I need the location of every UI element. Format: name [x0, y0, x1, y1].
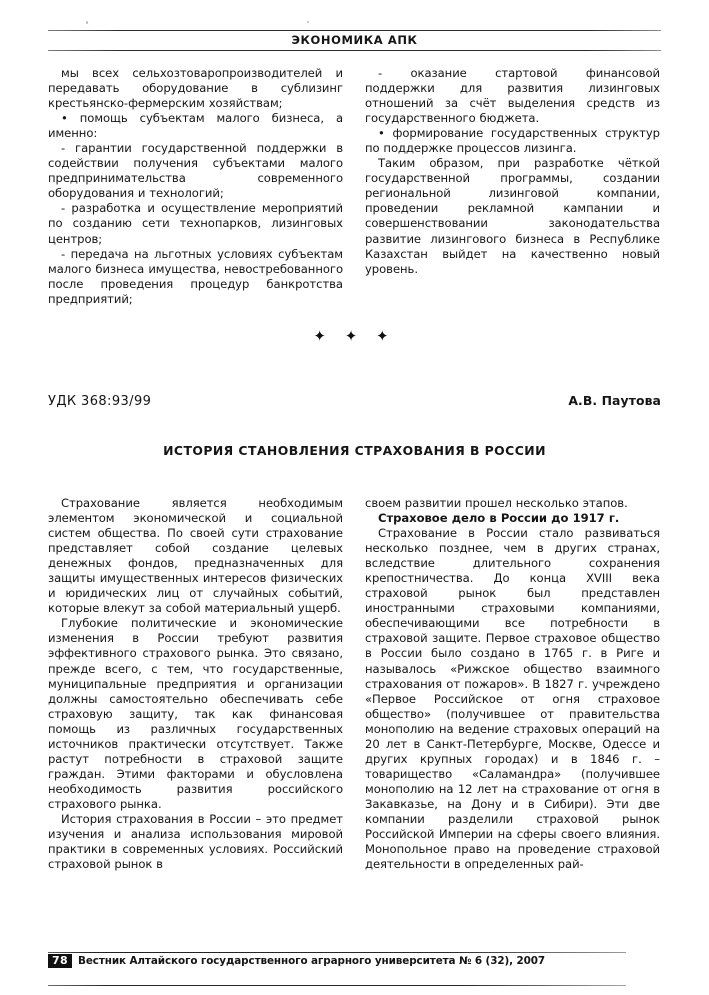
section-heading	[365, 511, 660, 526]
article-columns	[48, 496, 661, 872]
paragraph: История страхования в России – это предмет изучения и анализа использования мировой практики в современных условиях. Российский страховой рынок в	[48, 811, 343, 872]
continuation-left-column	[48, 66, 343, 307]
scan-speck	[86, 21, 88, 24]
section-heading-text: Страховое дело в России до 1917 г.	[378, 511, 620, 526]
article-meta-line	[48, 393, 661, 409]
footer-content	[48, 953, 626, 969]
article-left-column	[48, 496, 343, 872]
paragraph: Глубокие политические и экономические изменения в России требуют развития эффективного страхового рынка. Это связано, прежде всего, с тем, что государственные, муниципальные предприятия и организации должны самостоятельно обеспечивать себе страховую защиту, так как финансовая помощь из различных государственных источников практически отсутствует. Также растут потребности в страховой защите граждан. Этими факторами и обусловлена необходимость развития российского страхового рынка.	[48, 616, 343, 811]
dash-item: - передача на льготных условиях субъектам малого бизнеса имущества, невостребованного после проведения процедур банкротства предприятий;	[48, 246, 343, 306]
page-footer	[48, 952, 626, 986]
bullet-item: • формирование государственных структур по поддержке процессов лизинга.	[365, 126, 660, 156]
dash-item: - разработка и осуществление мероприятий по созданию сети технопарков, лизинговых центров;	[48, 201, 343, 246]
running-head	[48, 30, 661, 51]
author-name: А.В. Паутова	[568, 393, 661, 408]
paragraph: Страхование является необходимым элементом экономической и социальной систем общества. По своей сути страхование представляет собой создание целевых денежных фондов, предназначенных для защиты имущественных интересов физических и юридических лиц от случайных событий, которые влекут за собой материальный ущерб.	[48, 496, 343, 616]
running-head-text: ЭКОНОМИКА АПК	[291, 33, 418, 47]
continuation-columns	[48, 66, 661, 307]
article-right-column	[365, 496, 660, 872]
paragraph: Таким образом, при разработке чёткой государственной программы, создании региональной лизинговой компании, проведении рекламной кампании и совершенствовании законодательства развитие лизингового бизнеса в Республике Казахстан выйдет на качественно новый уровень.	[365, 156, 660, 276]
udc-code: УДК 368:93/99	[48, 394, 152, 409]
footer-journal-text: Вестник Алтайского государственного аграрного университета № 6 (32), 2007	[78, 955, 545, 967]
star-separator: ✦ ✦ ✦	[313, 327, 396, 345]
bullet-item: • помощь субъектам малого бизнеса, а именно:	[48, 111, 343, 141]
article-title: ИСТОРИЯ СТАНОВЛЕНИЯ СТРАХОВАНИЯ В РОССИИ	[163, 443, 546, 458]
footer-rule-bottom	[48, 985, 626, 986]
dash-item: - оказание стартовой финансовой поддержки для развития лизинговых отношений за счёт выделения средств из государственного бюджета.	[365, 66, 660, 126]
continuation-right-column	[365, 66, 660, 307]
page-number-badge: 78	[48, 954, 72, 968]
paragraph: мы всех сельхозтоваропроизводителей и передавать оборудование в сублизинг крестьянско-фермерским хозяйствам;	[48, 66, 343, 111]
paragraph: Страхование в России стало развиваться несколько позднее, чем в других странах, вследствие длительного сохранения крепостничества. До конца XVIII века страховой рынок был представлен иностранными страховыми компаниями, обеспечивающими все потребности в страховой защите. Первое страховое общество в России было создано в 1765 г. в Риге и называлось «Рижское общество взаимного страхования от пожаров». В 1827 г. учреждено «Первое Российское от огня страховое общество» (получившее от правительства монополию на ведение страховых операций на 20 лет в Санкт-Петербурге, Москве, Одессе и других крупных городах) и в 1846 г. – товарищество «Саламандра» (получившее монополию на 12 лет на страхование от огня в Закавказье, на Дону и в Сибири). Эти две компании разделили страховой рынок Российской Империи на сферы своего влияния. Монопольное право на проведение страховой деятельности в определенных рай-	[365, 526, 660, 872]
running-head-rule-bottom	[48, 50, 661, 51]
scan-speck	[307, 21, 309, 23]
dash-item: - гарантии государственной поддержки в содействии получения субъектами малого предпринимательства современного оборудования и технологий;	[48, 141, 343, 201]
paragraph-continuation: своем развитии прошел несколько этапов.	[365, 496, 628, 510]
